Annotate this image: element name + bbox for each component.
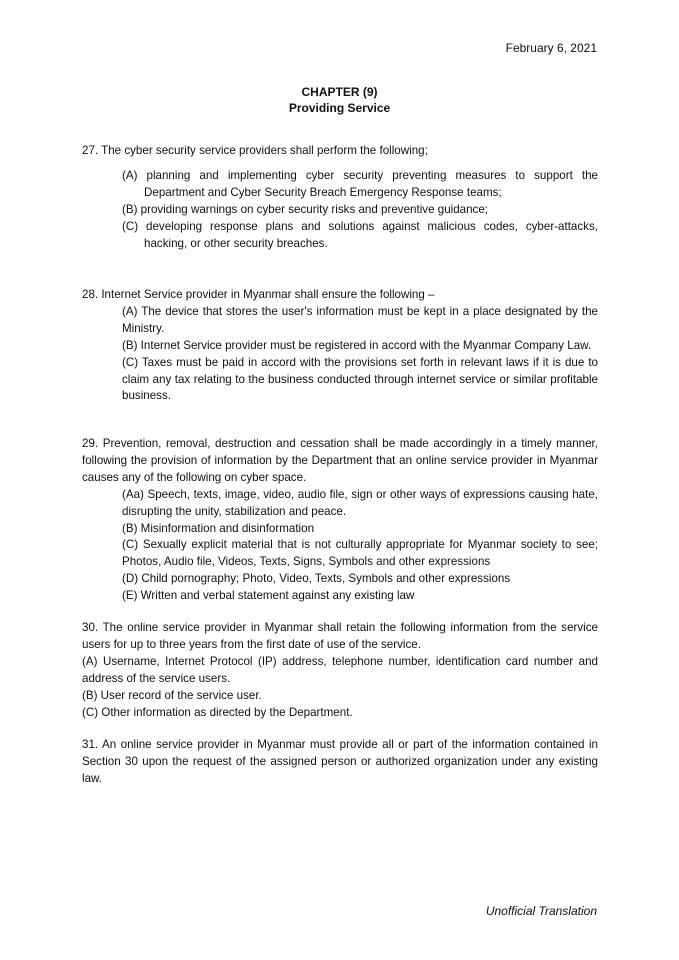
list-item: (B) User record of the service user. [82,688,262,702]
list-item: (B) Internet Service provider must be registered in accord with the Myanmar Company Law. [122,338,592,352]
list-item: (C) developing response plans and solutions against malicious codes, cyber-attacks, hacking, or other security breaches. [122,219,598,250]
section-28-intro: 28. Internet Service provider in Myanmar shall ensure the following – [82,288,435,301]
list-item: (E) Written and verbal statement against any existing law [122,589,415,603]
chapter-heading [0,84,679,116]
list-item: (Aa) Speech, texts, image, video, audio file, sign or other ways of expressions causing hate, disrupting the unity, stabilization and peace. [122,487,598,518]
list-item: (B) Misinformation and disinformation [122,521,315,535]
list-item: (A) The device that stores the user's information must be kept in a place designated by the Ministry. [122,304,598,335]
section-29-intro: 29. Prevention, removal, destruction and cessation shall be made accordingly in a timely manner, following the provision of information by the Department that an online service provider in Myanmar causes any of the following on cyber space. [82,437,598,484]
list-item: (C) Taxes must be paid in accord with the provisions set forth in relevant laws if it is due to claim any tax relating to the business conducted through internet service or similar profitable business. [122,355,598,403]
section-27 [82,143,598,252]
list-item: (D) Child pornography; Photo, Video, Texts, Symbols and other expressions [122,572,511,586]
section-28 [82,287,598,405]
list-item: (A) Username, Internet Protocol (IP) address, telephone number, identification card number and address of the service users. [82,654,598,685]
section-31 [82,737,598,788]
section-30-intro: 30. The online service provider in Myanmar shall retain the following information from the service users for up to three years from the first date of use of the service. [82,621,598,651]
footer-note: Unofficial Translation [485,904,597,918]
list-item: (A) planning and implementing cyber security preventing measures to support the Department and Cyber Security Breach Emergency Response teams; [122,168,598,199]
chapter-title: Providing Service [288,101,391,115]
section-27-list [82,168,598,253]
section-27-intro: 27. The cyber security service providers shall perform the following; [82,144,428,157]
list-item: (B) providing warnings on cyber security risks and preventive guidance; [122,202,489,216]
document-date: February 6, 2021 [505,41,597,55]
list-item: (C) Other information as directed by the Department. [82,705,353,719]
section-30 [82,620,598,721]
list-item: (C) Sexually explicit material that is not culturally appropriate for Myanmar society to see; Photos, Audio file, Videos, Texts, Signs, Symbols and other expressions [122,538,598,569]
section-31-text: 31. An online service provider in Myanmar must provide all or part of the information contained in Section 30 upon the request of the assigned person or authorized organization under any existing law. [82,738,598,785]
chapter-number: CHAPTER (9) [301,85,378,99]
section-29 [82,436,598,605]
